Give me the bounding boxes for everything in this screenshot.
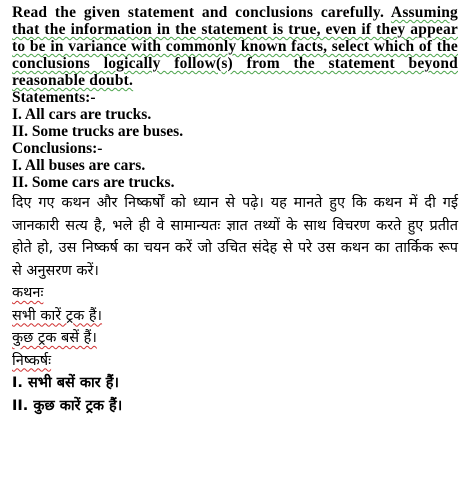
conclusions-heading-en: Conclusions:-: [12, 140, 103, 157]
statements-heading-hi: [12, 282, 458, 305]
statement-1-en: I. All cars are trucks.: [12, 106, 152, 123]
conclusions-heading-hi-text: निष्कर्षः: [12, 352, 52, 369]
conclusion-1-hi: I. सभी बसें कार हैं।: [12, 375, 119, 391]
question-document: [12, 4, 458, 417]
statement-1-hi-text: सभी कारें ट्रक हैं।: [12, 307, 103, 324]
conclusion-2-hi: II. कुछ कारें ट्रक हैं।: [12, 397, 123, 414]
conclusion-2-en: II. Some cars are trucks.: [12, 174, 175, 191]
english-instruction: [12, 4, 458, 89]
statement-2-hi-text: कुछ ट्रक बसें हैं।: [12, 330, 97, 346]
instruction-plain-text: Read the given statement and conclusions carefully.: [12, 4, 391, 21]
conclusions-heading-hi: [12, 350, 458, 373]
statements-heading-hi-text: कथनः: [12, 285, 44, 301]
statement-2-en: II. Some trucks are buses.: [12, 123, 184, 140]
conclusion-1-en: I. All buses are cars.: [12, 157, 146, 174]
statement-1-hi: [12, 305, 458, 328]
statement-2-hi: [12, 327, 458, 350]
statements-heading-en: Statements:-: [12, 89, 96, 106]
instruction-underlined-text: Assuming that the information in the statement is true, even if they appear to be in variance with commonly known facts, select which of the conclusions logically follow(s) from the statement beyond reasonable doubt.: [12, 4, 458, 89]
hindi-instruction: दिए गए कथन और निष्कर्षों को ध्यान से पढ़े। यह मानते हुए कि कथन में दी गई जानकारी सत्य है, भले ही वे सामान्यतः ज्ञात तथ्यों के साथ विचरण करते हुए प्रतीत होते हो, उस निष्कर्ष का चयन करें जो उचित संदेह से परे उस कथन का तार्किक रूप से अनुसरण करें।: [12, 195, 458, 279]
